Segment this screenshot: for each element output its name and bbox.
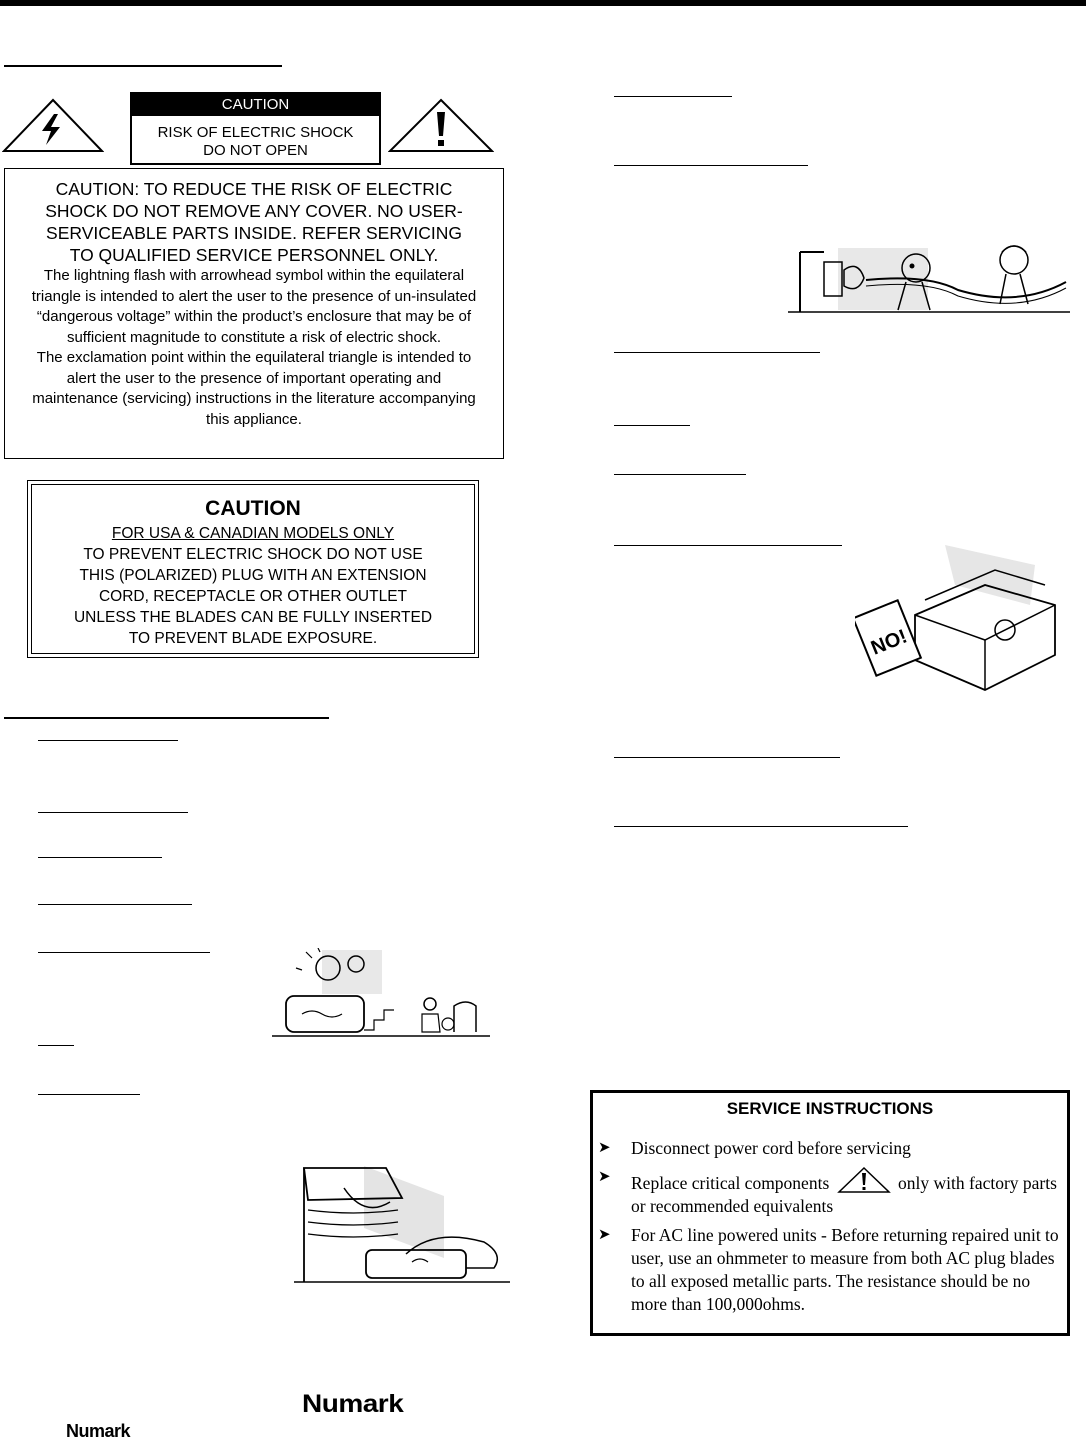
section-heading-underline <box>4 65 282 67</box>
item-heading-underline <box>38 812 188 813</box>
item-heading-underline <box>38 857 162 858</box>
polarized-plug-caution-box <box>27 480 479 658</box>
service-item-text: Disconnect power cord before servicing <box>631 1138 911 1158</box>
item-heading-underline <box>614 757 840 758</box>
caution-label-line1: RISK OF ELECTRIC SHOCK <box>157 124 354 141</box>
arrow-bullet-icon: ➤ <box>598 1169 611 1185</box>
item-heading-underline <box>38 740 178 741</box>
top-rule <box>0 0 1086 6</box>
item-heading-underline <box>614 545 842 546</box>
polarized-line2: THIS (POLARIZED) PLUG WITH AN EXTENSION <box>79 567 427 584</box>
item-heading-underline <box>38 904 192 905</box>
item-heading-underline <box>614 826 908 827</box>
exclamation-triangle-icon <box>837 1166 891 1194</box>
numark-logo-small: Numark <box>66 1421 131 1441</box>
service-instructions-box <box>590 1090 1070 1336</box>
service-instructions-title: SERVICE INSTRUCTIONS <box>726 1099 934 1118</box>
water-spill-illustration <box>272 948 490 1038</box>
item-heading-underline <box>614 165 808 166</box>
polarized-line1: TO PREVENT ELECTRIC SHOCK DO NOT USE <box>83 546 423 563</box>
warning-line1: CAUTION: TO REDUCE THE RISK OF ELECTRIC <box>55 179 453 199</box>
list-item <box>593 1137 1067 1160</box>
unplug-cord-illustration <box>788 238 1070 318</box>
warning-line3: SERVICEABLE PARTS INSIDE. REFER SERVICING <box>46 223 462 243</box>
service-instructions-list <box>593 1137 1067 1316</box>
item-heading-underline <box>38 952 210 953</box>
item-heading-underline <box>38 1094 140 1095</box>
item-heading-underline <box>614 352 820 353</box>
item-heading-underline <box>614 474 746 475</box>
exclamation-triangle-icon <box>388 98 494 153</box>
warning-line4: TO QUALIFIED SERVICE PERSONNEL ONLY. <box>69 245 439 265</box>
numark-logo: Numark <box>302 1389 404 1418</box>
polarized-line5: TO PREVENT BLADE EXPOSURE. <box>128 630 378 647</box>
list-item <box>593 1166 1067 1218</box>
caution-label-header: CAUTION <box>132 94 379 116</box>
item-heading-underline <box>38 1045 74 1046</box>
warning-line2: SHOCK DO NOT REMOVE ANY COVER. NO USER- <box>45 201 463 221</box>
item-heading-underline <box>614 96 732 97</box>
polarized-line4: UNLESS THE BLADES CAN BE FULLY INSERTED <box>73 609 433 626</box>
polarized-caution-title: CAUTION <box>205 497 301 520</box>
exclamation-explanation: The exclamation point within the equilateral triangle is intended to alert the user to the presence of important operating and maintenance (servicing) instructions in the literature accompanying this appliance. <box>32 349 476 428</box>
no-sign-box-illustration <box>855 545 1065 695</box>
heat-vent-illustration <box>294 1158 510 1288</box>
polarized-caution-subtitle: FOR USA & CANADIAN MODELS ONLY <box>111 525 395 542</box>
service-item-text: only with factory parts or recommended equivalents <box>631 1173 1057 1216</box>
lightning-triangle-icon <box>2 98 104 153</box>
lightning-explanation: The lightning flash with arrowhead symbol within the equilateral triangle is intended to alert the user to the presence of un-insulated “dangerous voltage” within the product’s enclosure that may be of sufficient magnitude to constitute a risk of electric shock. <box>31 267 477 346</box>
shock-warning-box <box>4 168 504 459</box>
svg-text:NO!: NO! <box>868 625 911 660</box>
item-heading-underline <box>614 425 690 426</box>
service-item-text: Replace critical components <box>631 1173 830 1193</box>
safety-section-underline <box>4 717 329 719</box>
arrow-bullet-icon: ➤ <box>598 1140 611 1156</box>
caution-label-line2: DO NOT OPEN <box>203 142 308 159</box>
list-item <box>593 1224 1067 1316</box>
arrow-bullet-icon: ➤ <box>598 1227 611 1243</box>
caution-label <box>130 92 381 165</box>
polarized-line3: CORD, RECEPTACLE OR OTHER OUTLET <box>98 588 408 605</box>
service-item-text: For AC line powered units - Before returning repaired unit to user, use an ohmmeter to measure from both AC plug blades to all exposed metallic parts. The resistance should be no more than 100,000ohms. <box>631 1225 1059 1314</box>
